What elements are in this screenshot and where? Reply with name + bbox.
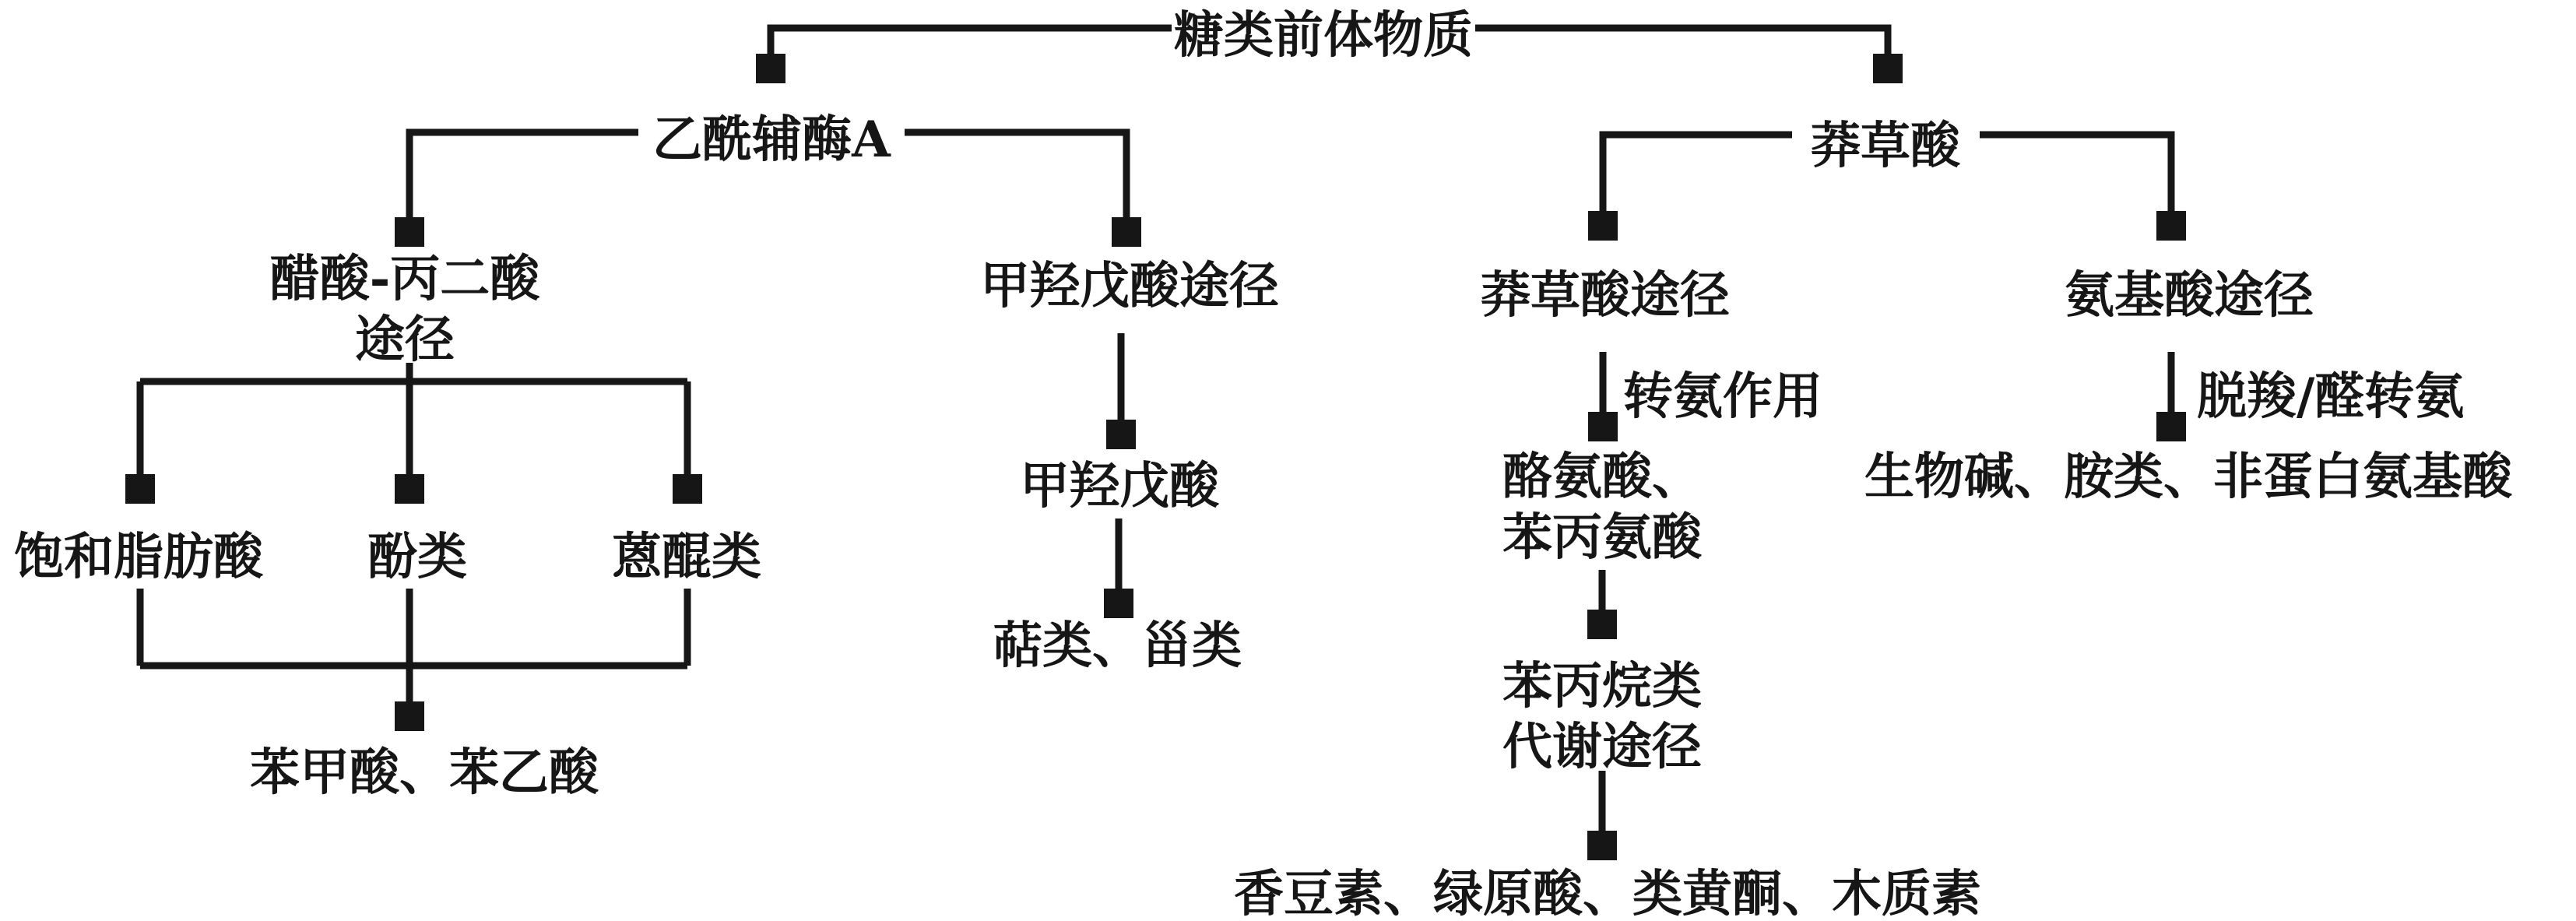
node-phenylpropanoid-pathway [1502, 656, 1702, 778]
arrow-sugar-to-shikimic [1475, 28, 1888, 81]
node-acetate-malonate-pathway [270, 249, 540, 371]
node-alkaloids-amines-nonprotein-amino-acids: 生物碱、胺类、非蛋白氨基酸 [1864, 447, 2512, 506]
node-amino-acid-pathway: 氨基酸途径 [2065, 265, 2314, 325]
node-phenylpropanoid-line1: 苯丙烷类 [1502, 657, 1702, 715]
node-tyrosine-phenylalanine [1502, 447, 1702, 568]
edge-label-transamination: 转氨作用 [1623, 367, 1822, 426]
node-coumarins-chlorogenic-flavonoids-lignin: 香豆素、绿原酸、类黄酮、木质素 [1234, 864, 1981, 921]
arrow-sugar-to-acetylcoa [771, 28, 1172, 81]
node-shikimate-pathway: 莽草酸途径 [1481, 265, 1730, 325]
node-phenols: 酚类 [367, 527, 467, 586]
node-phenylpropanoid-line2: 代谢途径 [1502, 718, 1702, 777]
node-anthraquinones: 蒽醌类 [612, 527, 761, 586]
arrow-shikimic-to-shikimate-pathway [1603, 135, 1792, 238]
node-mevalonate-pathway: 甲羟戊酸途径 [980, 256, 1279, 315]
node-mevalonic-acid: 甲羟戊酸 [1020, 456, 1219, 515]
arrow-acetylcoa-to-mevalonate-pathway [905, 132, 1126, 244]
node-benzoic-phenylacetic-acid: 苯甲酸、苯乙酸 [250, 743, 599, 802]
node-tyrosine-line2: 苯丙氨酸 [1502, 508, 1702, 568]
edge-label-decarboxylation-aldehyde-transamination: 脱羧/醛转氨 [2197, 367, 2465, 426]
node-acetyl-coa: 乙酰辅酶A [652, 110, 891, 169]
arrow-shikimic-to-amino-acid-pathway [1980, 135, 2171, 238]
arrow-acetylcoa-to-acetate-malonate [409, 132, 638, 244]
node-saturated-fatty-acids: 饱和脂肪酸 [14, 527, 263, 586]
node-acetate-malonate-line1: 醋酸-丙二酸 [269, 249, 540, 308]
node-shikimic-acid: 莽草酸 [1811, 116, 1960, 175]
node-acetate-malonate-line2: 途径 [355, 311, 455, 369]
node-terpenes-steroids: 萜类、甾类 [993, 616, 1242, 675]
node-tyrosine-line1: 酪氨酸、 [1502, 448, 1702, 506]
node-sugar-precursor: 糖类前体物质 [1174, 5, 1473, 65]
